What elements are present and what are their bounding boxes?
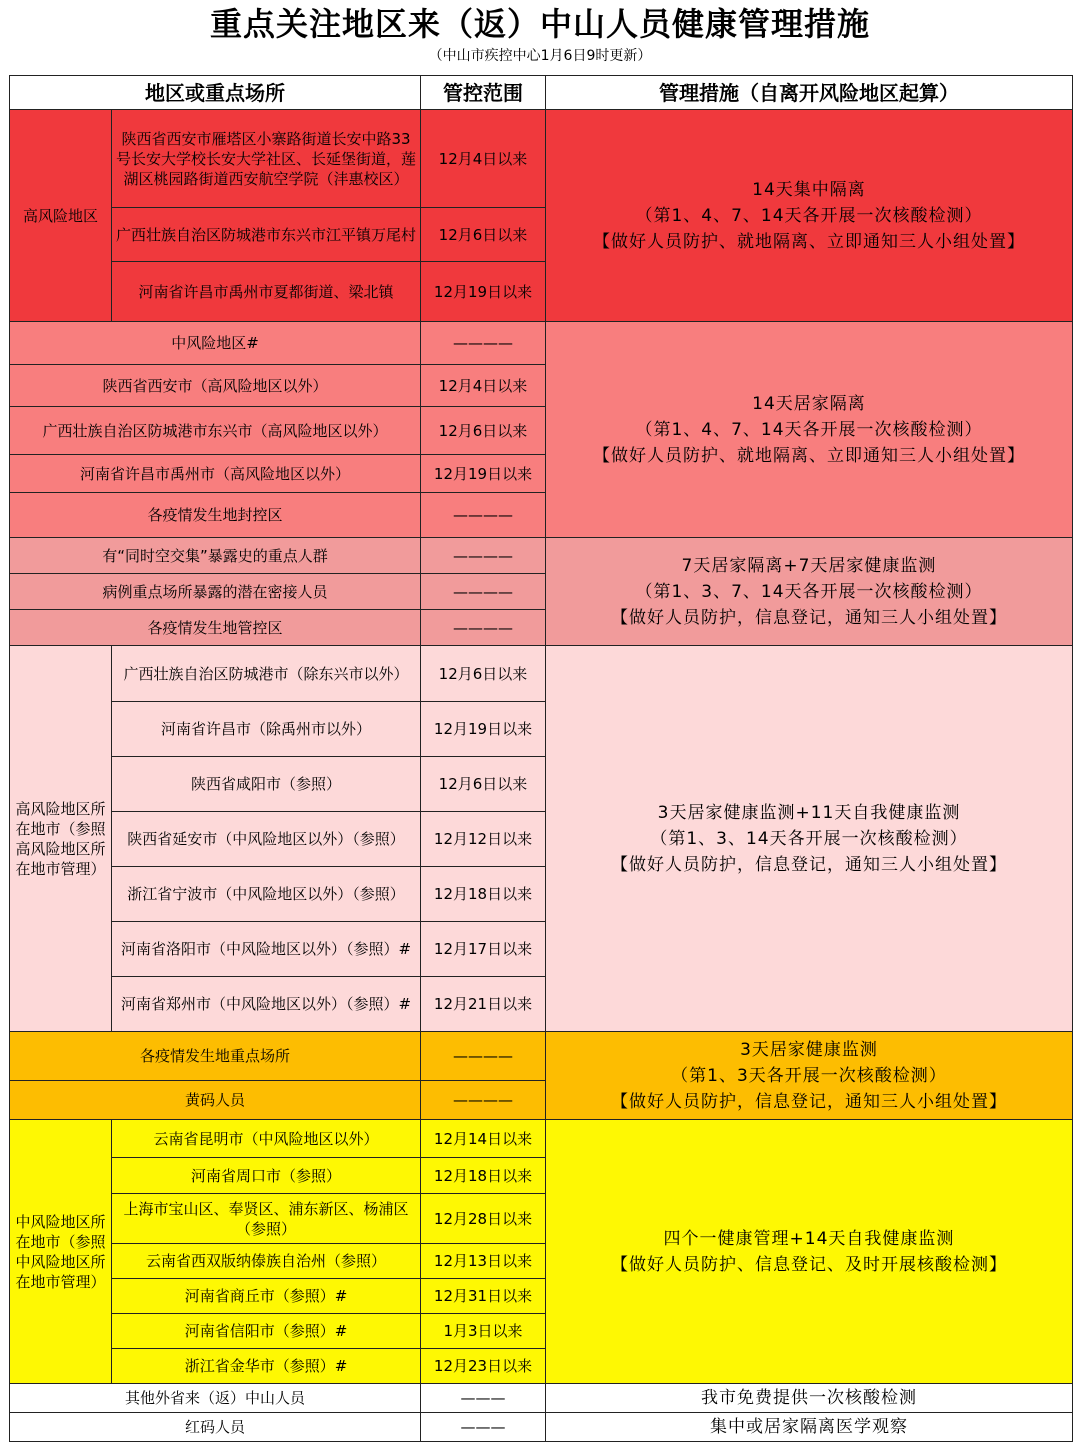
place-cell: 陕西省咸阳市（参照） [112, 757, 421, 812]
range-cell: ———— [421, 1081, 546, 1120]
range-cell: 12月6日以来 [421, 757, 546, 812]
measure-contacts [546, 538, 1073, 646]
range-cell: ——— [421, 1384, 546, 1413]
measure-line: 3天居家健康监测+11天自我健康监测 [657, 802, 961, 823]
place-cell: 广西壮族自治区防城港市（除东兴市以外） [112, 646, 421, 702]
table-row [10, 1032, 1073, 1081]
range-cell: ———— [421, 1032, 546, 1081]
range-cell: ———— [421, 493, 546, 538]
place-cell: 陕西省西安市雁塔区小寨路街道长安中路33号长安大学校长安大学社区、长延堡街道，莲湖区桃园路街道西安航空学院（沣惠校区） [112, 110, 421, 208]
range-cell: 12月14日以来 [421, 1120, 546, 1158]
table-row [10, 1120, 1073, 1158]
place-cell: 各疫情发生地重点场所 [10, 1032, 421, 1081]
measure-line: 【做好人员防护、信息登记、及时开展核酸检测】 [611, 1254, 1007, 1275]
place-cell: 黄码人员 [10, 1081, 421, 1120]
table-row [10, 322, 1073, 365]
range-cell: 12月6日以来 [421, 208, 546, 262]
place-cell: 浙江省金华市（参照）# [112, 1349, 421, 1384]
header-measure: 管理措施（自离开风险地区起算） [546, 76, 1073, 110]
measure-line: 7天居家隔离+7天居家健康监测 [681, 555, 937, 576]
place-cell: 陕西省延安市（中风险地区以外）（参照） [112, 812, 421, 867]
range-cell: 1月3日以来 [421, 1314, 546, 1349]
group-label-high-risk-city: 高风险地区所在地市（参照高风险地区所在地市管理） [10, 646, 112, 1032]
place-cell: 河南省郑州市（中风险地区以外）（参照）# [112, 977, 421, 1032]
place-cell: 中风险地区# [10, 322, 421, 365]
place-cell: 河南省商丘市（参照）# [112, 1279, 421, 1314]
measure-line: 【做好人员防护，信息登记，通知三人小组处置】 [611, 854, 1007, 875]
place-cell: 广西壮族自治区防城港市东兴市（高风险地区以外） [10, 407, 421, 455]
page-title: 重点关注地区来（返）中山人员健康管理措施 [209, 5, 870, 43]
measure-line: （第1、3天各开展一次核酸检测） [671, 1065, 947, 1086]
measure-cell: 我市免费提供一次核酸检测 [546, 1384, 1073, 1413]
place-cell: 有“同时空交集”暴露史的重点人群 [10, 538, 421, 574]
range-cell: 12月21日以来 [421, 977, 546, 1032]
place-cell: 红码人员 [10, 1413, 421, 1442]
header-region: 地区或重点场所 [10, 76, 421, 110]
place-cell: 广西壮族自治区防城港市东兴市江平镇万尾村 [112, 208, 421, 262]
measure-line: （第1、3、7、14天各开展一次核酸检测） [635, 581, 983, 602]
measure-line: 14天居家隔离 [752, 393, 866, 414]
measure-line: （第1、3、14天各开展一次核酸检测） [650, 828, 968, 849]
range-cell: ———— [421, 574, 546, 610]
range-cell: 12月31日以来 [421, 1279, 546, 1314]
measure-line: 【做好人员防护，信息登记，通知三人小组处置】 [611, 607, 1007, 628]
health-measures-table [9, 75, 1073, 1442]
measure-line: 【做好人员防护、就地隔离、立即通知三人小组处置】 [593, 231, 1025, 252]
page-subtitle: （中山市疾控中心1月6日9时更新） [428, 48, 652, 64]
measure-line: 【做好人员防护，信息登记，通知三人小组处置】 [611, 1091, 1007, 1112]
range-cell: 12月19日以来 [421, 702, 546, 757]
place-cell: 河南省信阳市（参照）# [112, 1314, 421, 1349]
range-cell: ——— [421, 1413, 546, 1442]
range-cell: ———— [421, 538, 546, 574]
place-cell: 云南省昆明市（中风险地区以外） [112, 1120, 421, 1158]
place-cell: 河南省许昌市（除禹州市以外） [112, 702, 421, 757]
table-row [10, 646, 1073, 702]
range-cell: 12月6日以来 [421, 646, 546, 702]
measure-line: 3天居家健康监测 [740, 1039, 878, 1060]
place-cell: 河南省洛阳市（中风险地区以外）（参照）# [112, 922, 421, 977]
place-cell: 上海市宝山区、奉贤区、浦东新区、杨浦区（参照） [112, 1194, 421, 1244]
place-cell: 河南省许昌市禹州市夏都街道、梁北镇 [112, 262, 421, 322]
range-cell: 12月18日以来 [421, 867, 546, 922]
range-cell: 12月17日以来 [421, 922, 546, 977]
table-row [10, 1384, 1073, 1413]
table-row [10, 538, 1073, 574]
range-cell: 12月28日以来 [421, 1194, 546, 1244]
range-cell: 12月6日以来 [421, 407, 546, 455]
measure-cell: 集中或居家隔离医学观察 [546, 1413, 1073, 1442]
place-cell: 河南省许昌市禹州市（高风险地区以外） [10, 455, 421, 493]
measure-line: 四个一健康管理+14天自我健康监测 [663, 1228, 955, 1249]
measure-medium-risk-city [546, 1120, 1073, 1384]
measure-key-place [546, 1032, 1073, 1120]
measure-line: （第1、4、7、14天各开展一次核酸检测） [635, 419, 983, 440]
range-cell: 12月4日以来 [421, 365, 546, 407]
measure-line: （第1、4、7、14天各开展一次核酸检测） [635, 205, 983, 226]
place-cell: 河南省周口市（参照） [112, 1158, 421, 1194]
place-cell: 其他外省来（返）中山人员 [10, 1384, 421, 1413]
measure-high-risk [546, 110, 1073, 322]
range-cell: 12月19日以来 [421, 262, 546, 322]
measure-medium-risk [546, 322, 1073, 538]
measure-line: 【做好人员防护、就地隔离、立即通知三人小组处置】 [593, 445, 1025, 466]
place-cell: 各疫情发生地封控区 [10, 493, 421, 538]
header-range: 管控范围 [421, 76, 546, 110]
range-cell: ———— [421, 322, 546, 365]
range-cell: 12月18日以来 [421, 1158, 546, 1194]
range-cell: 12月13日以来 [421, 1244, 546, 1279]
header-row [10, 76, 1073, 110]
group-label-high-risk: 高风险地区 [10, 110, 112, 322]
measure-line: 14天集中隔离 [752, 179, 866, 200]
place-cell: 病例重点场所暴露的潜在密接人员 [10, 574, 421, 610]
range-cell: 12月4日以来 [421, 110, 546, 208]
place-cell: 浙江省宁波市（中风险地区以外）（参照） [112, 867, 421, 922]
table-row [10, 1413, 1073, 1442]
range-cell: 12月23日以来 [421, 1349, 546, 1384]
measure-high-risk-city [546, 646, 1073, 1032]
place-cell: 云南省西双版纳傣族自治州（参照） [112, 1244, 421, 1279]
place-cell: 各疫情发生地管控区 [10, 610, 421, 646]
range-cell: ———— [421, 610, 546, 646]
place-cell: 陕西省西安市（高风险地区以外） [10, 365, 421, 407]
table-row [10, 110, 1073, 208]
range-cell: 12月19日以来 [421, 455, 546, 493]
group-label-medium-risk-city: 中风险地区所在地市（参照中风险地区所在地市管理） [10, 1120, 112, 1384]
range-cell: 12月12日以来 [421, 812, 546, 867]
